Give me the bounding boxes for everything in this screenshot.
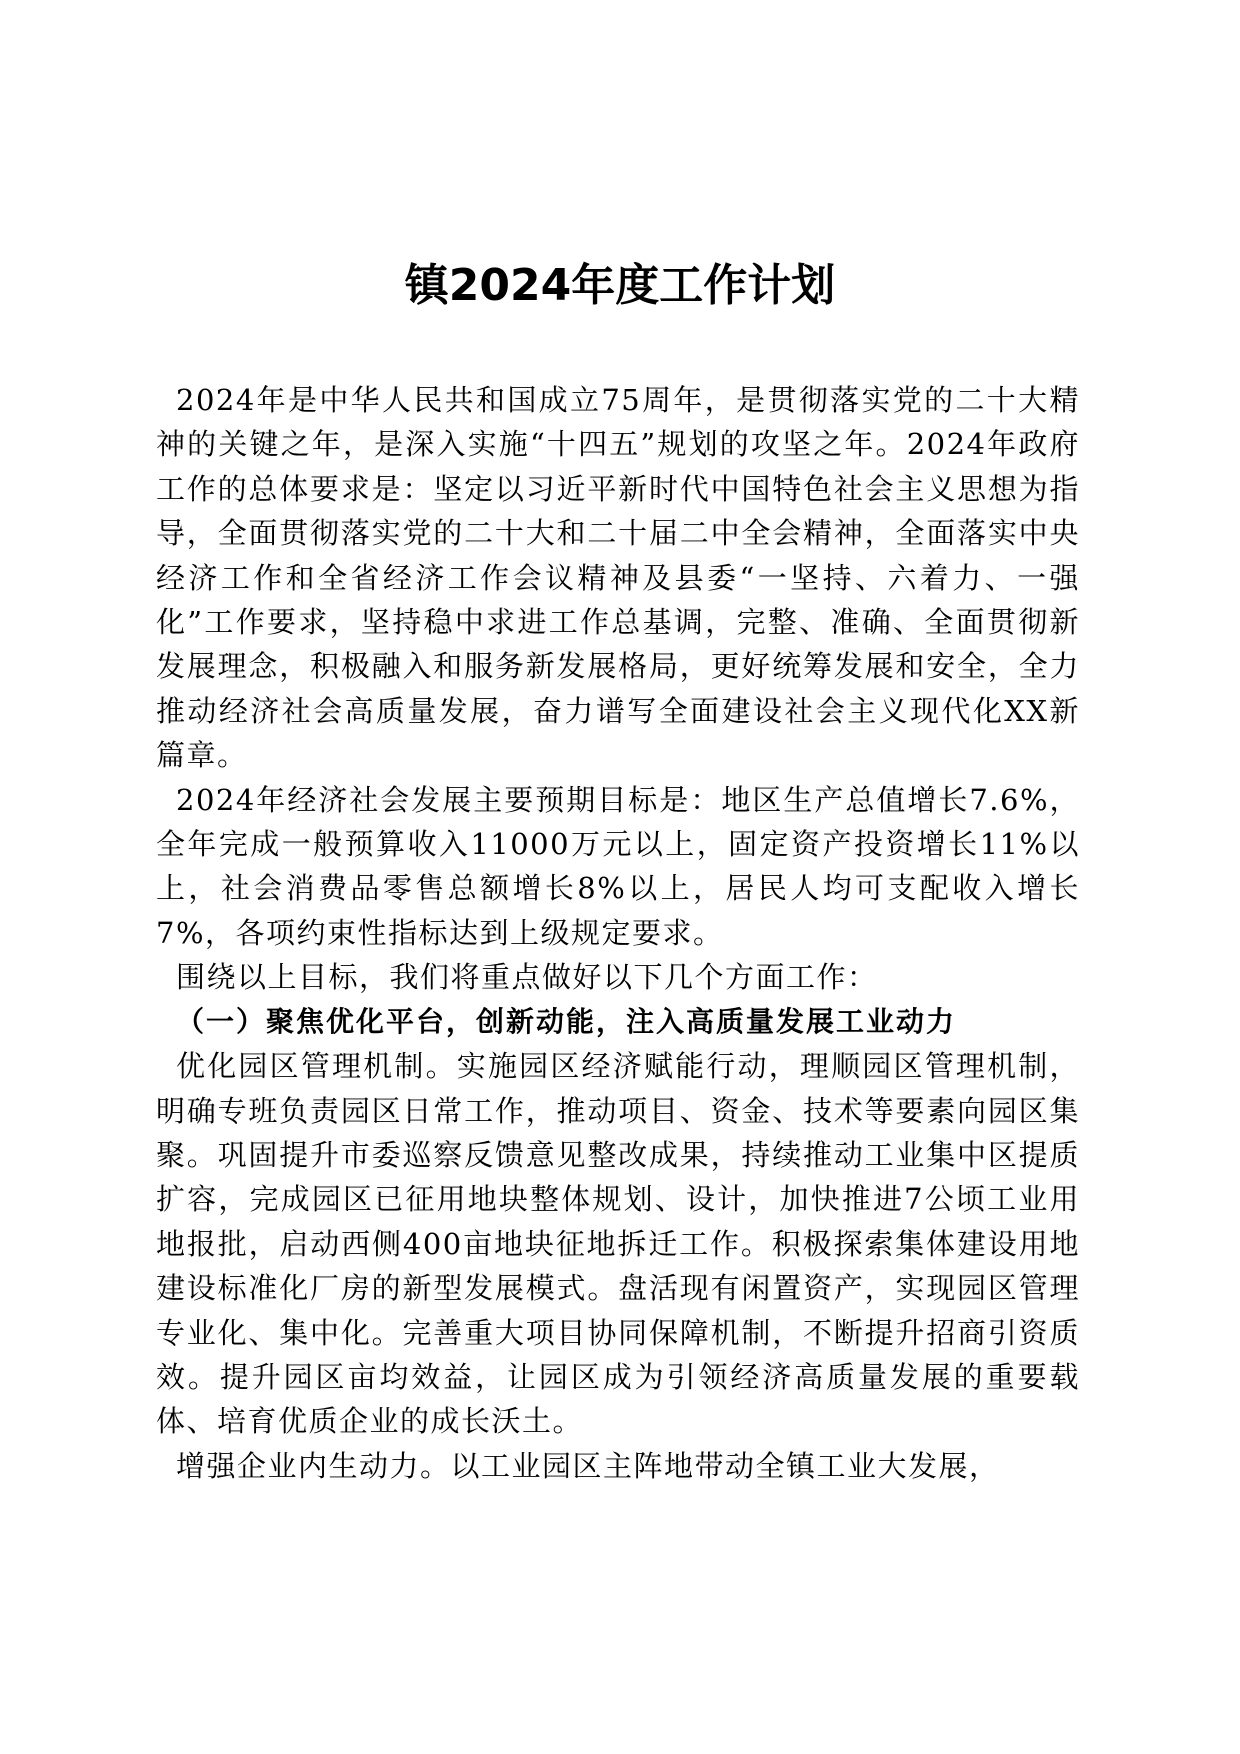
paragraph-transition: 围绕以上目标，我们将重点做好以下几个方面工作： [176,960,878,995]
paragraph-targets: 2024年经济社会发展主要预期目标是：地区生产总值增长7.6%，全年完成一般预算收入11000万元以上，固定资产投资增长11%以上，社会消费品零售总额增长8%以上，居民人均可支配收入增长7%，各项约束性指标达到上级规定要求。 [156,782,1080,950]
paragraph-park-management: 优化园区管理机制。实施园区经济赋能行动，理顺园区管理机制，明确专班负责园区日常工作，推动项目、资金、技术等要素向园区集聚。巩固提升市委巡察反馈意见整改成果，持续推动工业集中区提质扩容，完成园区已征用地块整体规划、设计，加快推进7公顷工业用地报批，启动西侧400亩地块征地拆迁工作。积极探索集体建设用地建设标准化厂房的新型发展模式。盘活现有闲置资产，实现园区管理专业化、集中化。完善重大项目协同保障机制，不断提升招商引资质效。提升园区亩均效益，让园区成为引领经济高质量发展的重要载体、培育优质企业的成长沃土。 [156,1049,1080,1439]
document-title: 镇2024年度工作计划 [404,260,836,311]
paragraph-intro: 2024年是中华人民共和国成立75周年，是贯彻落实党的二十大精神的关键之年，是深入实施“十四五”规划的攻坚之年。2024年政府工作的总体要求是：坚定以习近平新时代中国特色社会主义思想为指导，全面贯彻落实党的二十大和二十届二中全会精神，全面落实中央经济工作和全省经济工作会议精神及县委“一坚持、六着力、一强化”工作要求，坚持稳中求进工作总基调，完整、准确、全面贯彻新发展理念，积极融入和服务新发展格局，更好统筹发展和安全，全力推动经济社会高质量发展，奋力谱写全面建设社会主义现代化XX新篇章。 [156,383,1080,773]
paragraph-enterprise-drive: 增强企业内生动力。以工业园区主阵地带动全镇工业大发展， [176,1448,1000,1483]
document-body [156,378,1080,1488]
section-heading: （一）聚焦优化平台，创新动能，注入高质量发展工业动力 [176,1004,957,1038]
